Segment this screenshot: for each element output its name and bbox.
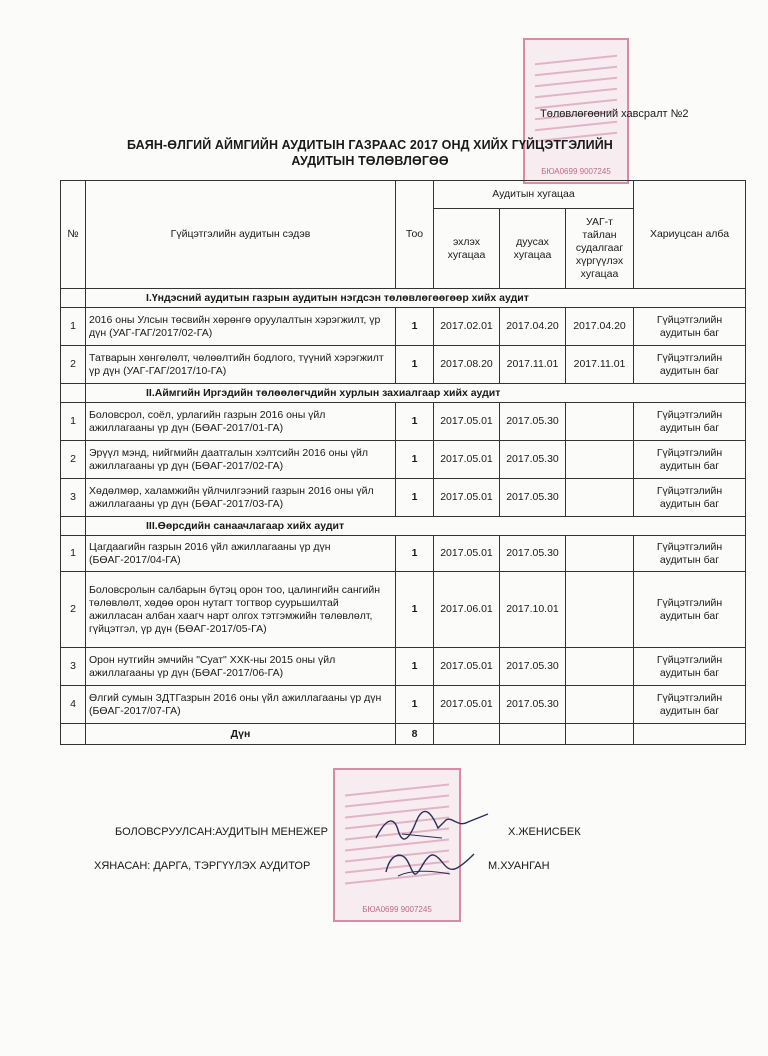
row-start: 2017.02.01 — [434, 308, 500, 346]
row-topic: Хөдөлмөр, халамжийн үйлчилгээний газрын 2016 оны үйл ажиллагааны үр дүн (БӨАГ-2017/03-ГА) — [86, 479, 396, 517]
row-end: 2017.05.30 — [500, 403, 566, 441]
director-signature — [380, 844, 480, 884]
table-row — [61, 346, 746, 384]
row-no: 2 — [61, 572, 86, 648]
row-start: 2017.05.01 — [434, 479, 500, 517]
row-end: 2017.05.30 — [500, 441, 566, 479]
title-line-1: БАЯН-ӨЛГИЙ АЙМГИЙН АУДИТЫН ГАЗРААС 2017 ОНД ХИЙХ ГҮЙЦЭТГЭЛИЙН — [127, 138, 613, 152]
title-line-2: АУДИТЫН ТӨЛӨВЛӨГӨӨ — [291, 154, 449, 168]
row-end: 2017.05.30 — [500, 648, 566, 686]
row-unit: Гүйцэтгэлийн аудитын баг — [634, 308, 746, 346]
row-no: 1 — [61, 308, 86, 346]
row-topic: Эрүүл мэнд, нийгмийн даатгалын хэлтсийн 2016 оны үйл ажиллагааны үр дүн (БӨАГ-2017/02-ГА) — [86, 441, 396, 479]
section-row — [61, 517, 746, 536]
row-topic: Орон нутгийн эмчийн "Суат" ХХК-ны 2015 оны үйл ажиллагааны үр дүн (БӨАГ-2017/06-ГА) — [86, 648, 396, 686]
header-start: эхлэх хугацаа — [434, 209, 500, 289]
row-count: 1 — [396, 648, 434, 686]
approved-name: М.ХУАНГАН — [488, 860, 550, 872]
row-no: 3 — [61, 648, 86, 686]
row-start: 2017.05.01 — [434, 648, 500, 686]
stamp-code: БЮА0699 9007245 — [362, 905, 432, 914]
row-start: 2017.05.01 — [434, 403, 500, 441]
row-unit: Гүйцэтгэлийн аудитын баг — [634, 403, 746, 441]
table-row — [61, 479, 746, 517]
row-unit: Гүйцэтгэлийн аудитын баг — [634, 479, 746, 517]
row-submit: 2017.04.20 — [566, 308, 634, 346]
row-count: 1 — [396, 572, 434, 648]
table-row — [61, 536, 746, 572]
table-row — [61, 308, 746, 346]
row-unit: Гүйцэтгэлийн аудитын баг — [634, 572, 746, 648]
row-submit — [566, 479, 634, 517]
total-value: 8 — [396, 724, 434, 745]
row-no: 4 — [61, 686, 86, 724]
row-no: 1 — [61, 536, 86, 572]
section-title: II.Аймгийн Иргэдийн төлөөлөгчдийн хурлын захиалгаар хийх аудит — [86, 384, 746, 403]
row-end: 2017.04.20 — [500, 308, 566, 346]
audit-plan-table — [60, 180, 746, 745]
header-submit: УАГ-т тайлан судалгааг хүргүүлэх хугацаа — [566, 209, 634, 289]
row-no: 2 — [61, 346, 86, 384]
section-title: I.Үндэсний аудитын газрын аудитын нэгдсэн төлөвлөгөөгөөр хийх аудит — [86, 289, 746, 308]
row-submit: 2017.11.01 — [566, 346, 634, 384]
row-topic: Өлгий сумын ЗДТГазрын 2016 оны үйл ажиллагааны үр дүн (БӨАГ-2017/07-ГА) — [86, 686, 396, 724]
stamp-code: БЮА0699 9007245 — [541, 167, 611, 176]
row-end: 2017.05.30 — [500, 536, 566, 572]
row-end: 2017.10.01 — [500, 572, 566, 648]
row-unit: Гүйцэтгэлийн аудитын баг — [634, 648, 746, 686]
row-count: 1 — [396, 441, 434, 479]
row-count: 1 — [396, 536, 434, 572]
row-unit: Гүйцэтгэлийн аудитын баг — [634, 686, 746, 724]
row-no: 2 — [61, 441, 86, 479]
header-topic: Гүйцэтгэлийн аудитын сэдэв — [86, 181, 396, 289]
row-unit: Гүйцэтгэлийн аудитын баг — [634, 536, 746, 572]
row-count: 1 — [396, 346, 434, 384]
table-row — [61, 403, 746, 441]
row-topic: Татварын хөнгөлөлт, чөлөөлтийн бодлого, түүний хэрэгжилт үр дүн (УАГ-ГАГ/2017/10-ГА) — [86, 346, 396, 384]
header-count: Тоо — [396, 181, 434, 289]
row-end: 2017.05.30 — [500, 479, 566, 517]
row-submit — [566, 686, 634, 724]
row-submit — [566, 441, 634, 479]
approved-label: ХЯНАСАН: ДАРГА, ТЭРГҮҮЛЭХ АУДИТОР — [94, 860, 311, 872]
table-row — [61, 686, 746, 724]
header-end: дуусах хугацаа — [500, 209, 566, 289]
row-unit: Гүйцэтгэлийн аудитын баг — [634, 441, 746, 479]
prepared-label: БОЛОВСРУУЛСАН:АУДИТЫН МЕНЕЖЕР — [115, 826, 328, 838]
row-start: 2017.05.01 — [434, 441, 500, 479]
row-count: 1 — [396, 403, 434, 441]
page-title — [90, 137, 650, 169]
row-start: 2017.05.01 — [434, 686, 500, 724]
row-start: 2017.06.01 — [434, 572, 500, 648]
header-no: № — [61, 181, 86, 289]
row-count: 1 — [396, 686, 434, 724]
row-count: 1 — [396, 479, 434, 517]
row-submit — [566, 403, 634, 441]
section-title: III.Өөрсдийн санаачлагаар хийх аудит — [86, 517, 746, 536]
row-end: 2017.05.30 — [500, 686, 566, 724]
table-row — [61, 572, 746, 648]
row-topic: Боловсролын салбарын бүтэц орон тоо, цалингийн сангийн төлөвлөлт, хөдөө орон нутагт тогтвор суурьшилтай ажилласан албан хаагч нарт олгох тэтгэмжийн төлөвлөлт, гүйцэтгэл, үр дүн (БӨАГ-2017/05-ГА) — [86, 572, 396, 648]
row-unit: Гүйцэтгэлийн аудитын баг — [634, 346, 746, 384]
total-label: Дүн — [86, 724, 396, 745]
row-submit — [566, 572, 634, 648]
section-row — [61, 384, 746, 403]
row-no: 1 — [61, 403, 86, 441]
row-count: 1 — [396, 308, 434, 346]
row-end: 2017.11.01 — [500, 346, 566, 384]
header-timeline: Аудитын хугацаа — [434, 181, 634, 209]
row-topic: Цагдаагийн газрын 2016 үйл ажиллагааны үр дүн (БӨАГ-2017/04-ГА) — [86, 536, 396, 572]
row-no: 3 — [61, 479, 86, 517]
manager-signature — [372, 808, 492, 848]
appendix-label: Төлөвлөгөөний хавсралт №2 — [540, 108, 689, 120]
row-start: 2017.05.01 — [434, 536, 500, 572]
row-submit — [566, 648, 634, 686]
row-start: 2017.08.20 — [434, 346, 500, 384]
header-unit: Хариуцсан алба — [634, 181, 746, 289]
total-row — [61, 724, 746, 745]
row-topic: 2016 оны Улсын төсвийн хөрөнгө оруулалтын хэрэгжилт, үр дүн (УАГ-ГАГ/2017/02-ГА) — [86, 308, 396, 346]
section-row — [61, 289, 746, 308]
prepared-name: Х.ЖЕНИСБЕК — [508, 826, 581, 838]
row-submit — [566, 536, 634, 572]
table-row — [61, 648, 746, 686]
row-topic: Боловсрол, соёл, урлагийн газрын 2016 оны үйл ажиллагааны үр дүн (БӨАГ-2017/01-ГА) — [86, 403, 396, 441]
table-row — [61, 441, 746, 479]
